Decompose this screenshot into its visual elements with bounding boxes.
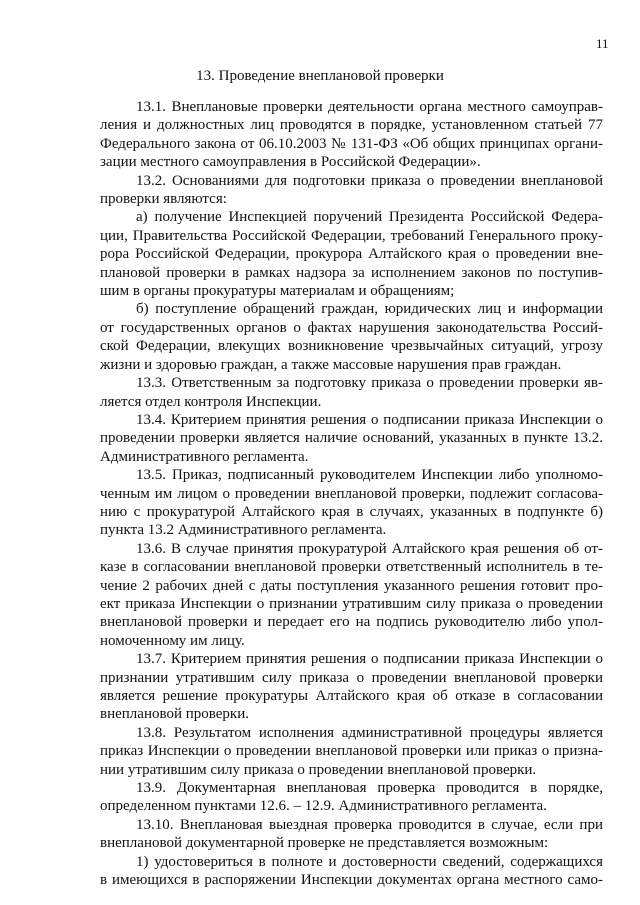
text-line: внеплановой проверки. [100,706,249,723]
paragraph-p13-10-1 [100,853,603,890]
text-line: внеплановой проверки и передает его на подпись руководителю либо упол- [100,614,603,631]
text-line: ченным им лицом о проведении внеплановой проверки, подлежит согласова- [100,485,603,502]
text-line: Административного регламента. [100,448,309,465]
paragraph-p13-2 [100,172,603,209]
paragraph-p13-3 [100,374,603,411]
text-line: 13.4. Критерием принятия решения о подписании приказа Инспекции о [136,411,603,428]
text-line: нию с прокуратурой Алтайского края в случаях, указанных в подпункте б) [100,503,603,520]
text-line: 13.8. Результатом исполнения административной процедуры является [136,724,603,741]
paragraph-p13-4 [100,411,603,466]
paragraph-p13-9 [100,779,603,816]
text-line: а) получение Инспекцией поручений Президента Российской Федера- [136,209,603,226]
text-line: ции, Правительства Российской Федерации, требований Генерального проку- [100,227,603,244]
text-line: рора Российской Федерации, прокурора Алтайского края о проведении вне- [100,246,603,263]
text-line: определенном пунктами 12.6. – 12.9. Административного регламента. [100,798,547,815]
text-line: 13.3. Ответственным за подготовку приказа о проведении проверки яв- [136,375,603,392]
text-line: Федерального закона от 06.10.2003 № 131-ФЗ «Об общих принципах органи- [100,135,603,152]
text-line: 13.2. Основаниями для подготовки приказа о проведении внеплановой [136,172,603,189]
text-line: чение 2 рабочих дней с даты поступления указанного решения готовит про- [100,577,603,594]
text-line: 13.9. Документарная внеплановая проверка проводится в порядке, [136,780,603,797]
text-line: 13.5. Приказ, подписанный руководителем Инспекции либо уполномо- [136,467,603,484]
paragraph-p13-1 [100,98,603,172]
text-line: в имеющихся в распоряжении Инспекции документах органа местного само- [100,872,603,889]
text-line: 1) удостовериться в полноте и достоверности сведений, содержащихся [136,853,603,870]
text-line: 13.7. Критерием принятия решения о подписании приказа Инспекции о [136,651,603,668]
text-line: 13.10. Внеплановая выездная проверка проводится в случае, если при [136,816,603,833]
text-line: является решение прокуратуры Алтайского края об отказе в согласовании [100,688,603,704]
text-line: ляется отдел контроля Инспекции. [100,393,322,410]
paragraph-p13-5 [100,466,603,540]
text-line: признании утратившим силу приказа о проведении внеплановой проверки [100,669,603,686]
text-line: от государственных органов о фактах нарушения законодательства Россий- [100,319,603,336]
paragraph-p13-7 [100,650,603,724]
page-number: 11 [596,36,609,51]
document-body [100,98,603,889]
text-line: зации местного самоуправления в Российской Федерации». [100,154,481,171]
paragraph-p13-10 [100,816,603,853]
text-line: номоченному им лицу. [100,632,245,649]
text-line: ской Федерации, влекущих возникновение чрезвычайных ситуаций, угрозу [100,338,603,355]
text-line: проверки являются: [100,191,227,208]
paragraph-p13-2-b [100,300,603,374]
text-line: 13.6. В случае принятия прокуратурой Алтайского края решения об от- [136,540,603,557]
text-line: нии утратившим силу приказа о проведении внеплановой проверки. [100,761,537,778]
section-heading: 13. Проведение внеплановой проверки [196,68,444,84]
text-line: ления и должностных лиц проводятся в порядке, установленном статьей 77 [100,117,603,134]
paragraph-p13-8 [100,724,603,779]
text-line: шим в органы прокуратуры материалам и обращениям; [100,283,455,300]
paragraph-p13-6 [100,540,603,650]
text-line: 13.1. Внеплановые проверки деятельности органа местного самоуправ- [136,99,603,115]
text-line: приказ Инспекции о проведении внеплановой проверки или приказ о призна- [100,743,603,760]
text-line: жизни и здоровью граждан, а также массовые нарушения прав граждан. [100,356,562,373]
paragraph-p13-2-a [100,208,603,300]
text-line: ект приказа Инспекции о признании утратившим силу приказа о проведении [100,595,603,612]
text-line: внеплановой документарной проверке не представляется возможным: [100,835,549,852]
text-line: пункта 13.2 Административного регламента. [100,522,387,539]
text-line: казе в согласовании внеплановой проверки ответственный исполнитель в те- [100,559,603,576]
text-line: проведении проверки является наличие оснований, указанных в пункте 13.2. [100,430,603,447]
text-line: плановой проверки в рамках надзора за исполнением законов по поступив- [100,264,603,281]
text-line: б) поступление обращений граждан, юридических лиц и информации [136,301,603,318]
